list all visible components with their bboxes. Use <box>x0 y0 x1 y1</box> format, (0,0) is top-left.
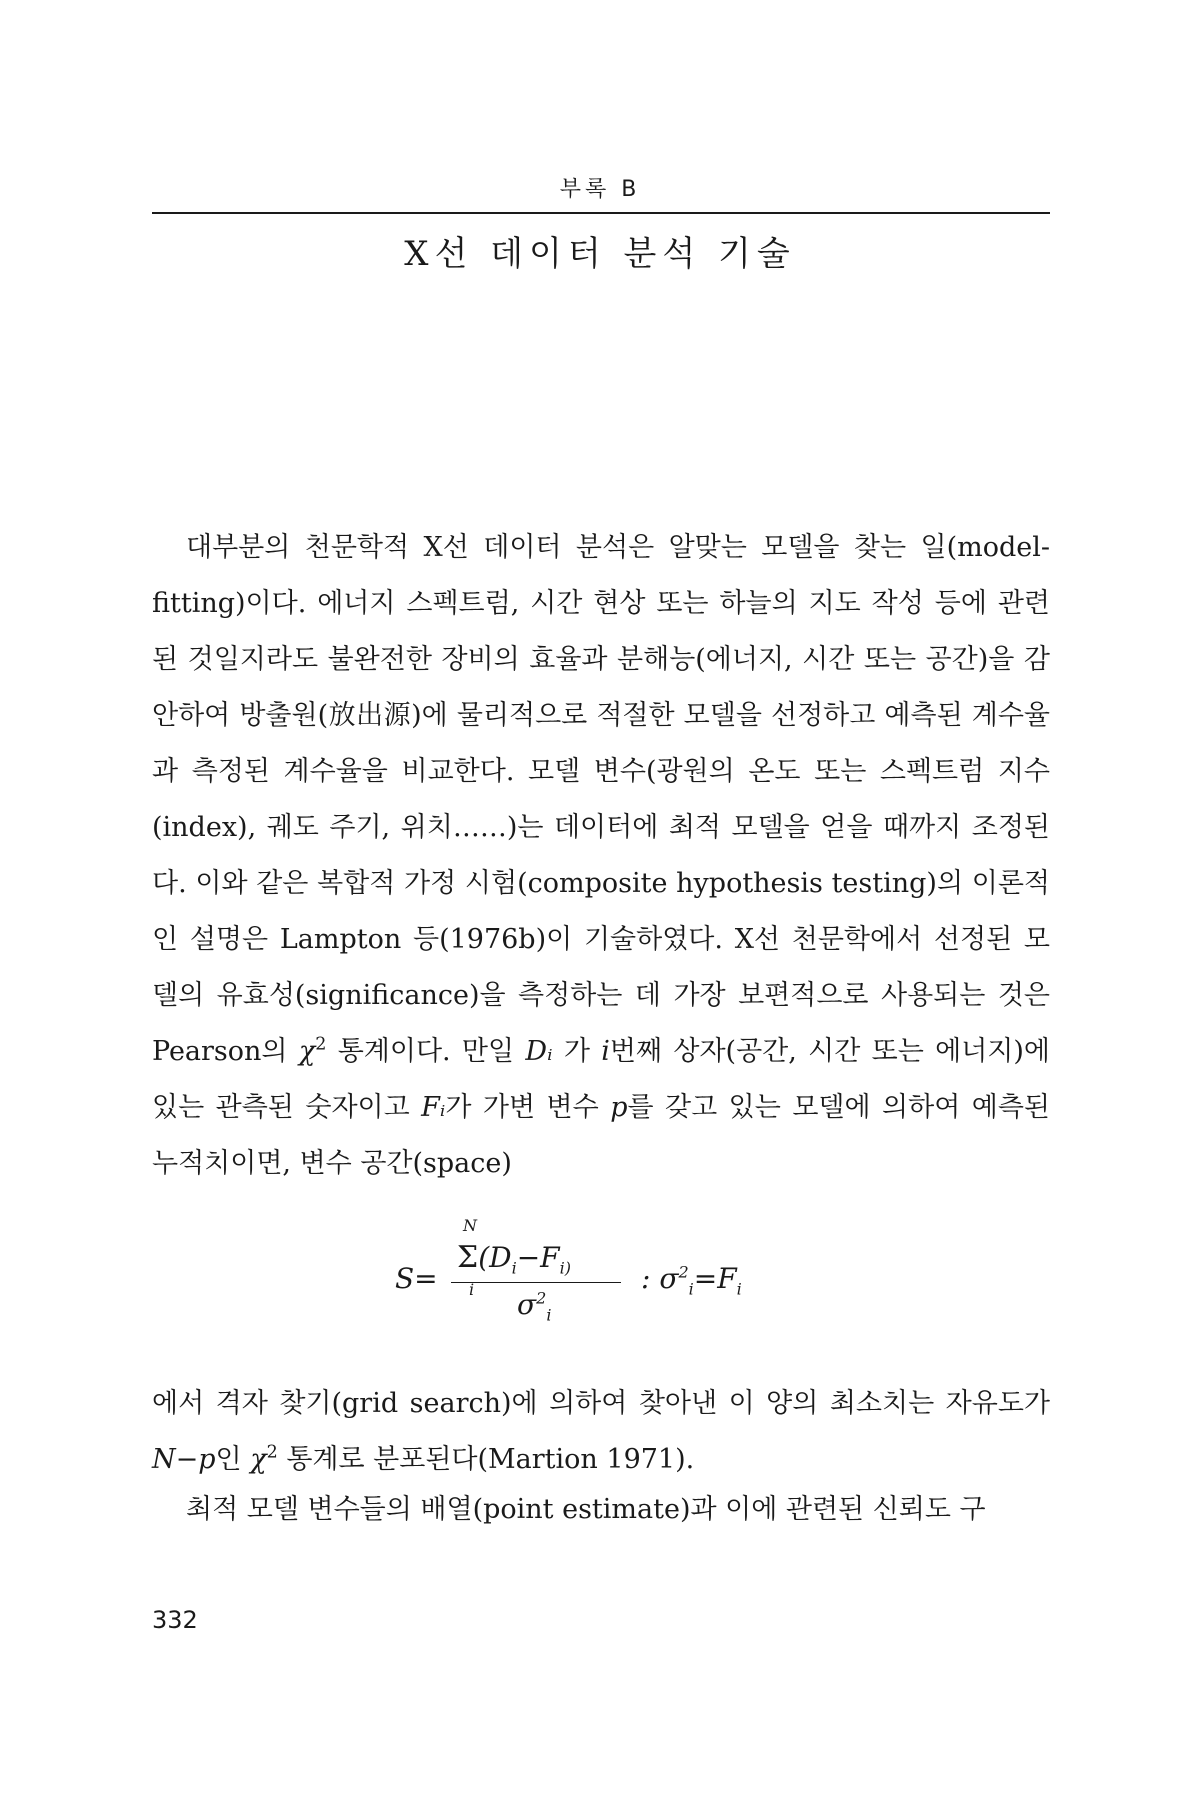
formula-denominator <box>517 1288 551 1325</box>
sum-upper-limit: N <box>463 1216 477 1235</box>
paragraph-2-text <box>152 1376 1050 1488</box>
chapter-title: X선 데이터 분석 기술 <box>404 234 796 274</box>
formula-lhs: S= <box>395 1262 438 1295</box>
num-part-a: (D <box>478 1241 512 1274</box>
chi-exponent-2: 2 <box>266 1442 278 1463</box>
p1-text-c: 가 <box>552 1036 602 1067</box>
den-sigma: σ <box>517 1288 537 1321</box>
summation-icon: Σ <box>457 1240 479 1275</box>
p1-text-a: 대부분의 천문학적 X선 데이터 분석은 알맞는 모델을 찾는 일(model-fitting)이다. 에너지 스펙트럼, 시간 현상 또는 하늘의 지도 작성 등에 관련된 것일지라도 불완전한 장비의 효율과 분해능(에너지, 시간 또는 공간)을 감안하여 방출원(放出源)에 물리적으로 적절한 모델을 선정하고 예측된 계수율과 측정된 계수율을 비교한다. 모델 변수(광원의 온도 또는 스펙트럼 지수(index), 궤도 주기, 위치……)는 데이터에 최적 모델을 얻을 때까지 조정된다. 이와 같은 복합적 가정 시험(composite hypothesis testing)의 이론적인 설명은 Lampton 등(1976b)이 기술하였다. X선 천문학에서 선정된 모델의 유효성(significance)을 측정하는 데 가장 보편적으로 사용되는 것은 Pearson의 <box>152 532 1050 1067</box>
chi-symbol: χ <box>298 1036 316 1067</box>
num-part-b: −F <box>516 1241 560 1274</box>
var-Fi: Fᵢ <box>421 1092 446 1123</box>
p2-text-b: 인 <box>215 1444 251 1475</box>
num-sub-a: i <box>511 1258 517 1278</box>
num-sub-b: i) <box>559 1258 571 1278</box>
var-N-p: N−p <box>152 1444 216 1475</box>
page-number: 332 <box>152 1606 198 1634</box>
p2-text-c: 통계로 분포된다(Martion 1971). <box>277 1444 695 1475</box>
formula-rhs <box>641 1262 742 1299</box>
rhs-eq: =F <box>693 1262 737 1295</box>
paragraph-1-text <box>152 520 1050 1192</box>
chi-exponent: 2 <box>315 1034 327 1055</box>
p1-text-d: 번째 상자(공간, 시간 또는 에너지)에 있는 관측된 숫자이고 <box>152 1036 1050 1123</box>
var-Di: Dᵢ <box>525 1036 553 1067</box>
formula-numerator <box>457 1240 571 1278</box>
rhs-sigma: : σ <box>641 1262 679 1295</box>
p1-text-f: 를 갖고 있는 모델에 의하여 예측된 누적치이면, 변수 공간(space) <box>152 1092 1050 1179</box>
den-sup: 2 <box>536 1288 547 1308</box>
den-sub: i <box>546 1305 552 1325</box>
rhs-sup: 2 <box>678 1262 689 1282</box>
paragraph-3-text: 최적 모델 변수들의 배열(point estimate)과 이에 관련된 신뢰도 구 <box>186 1494 986 1525</box>
chi-square-formula <box>395 1216 815 1342</box>
chi-symbol-2: χ <box>250 1444 267 1475</box>
var-i: i <box>601 1036 610 1067</box>
var-p: p <box>610 1092 628 1123</box>
paragraph-3 <box>152 1482 1050 1538</box>
paragraph-1 <box>152 520 1050 1192</box>
header-rule <box>152 212 1050 214</box>
paragraph-2 <box>152 1376 1050 1488</box>
rhs-sub: i <box>688 1279 694 1299</box>
p1-text-b: 통계이다. 만일 <box>326 1036 526 1067</box>
p1-text-e: 가 가변 변수 <box>445 1092 611 1123</box>
p2-text-a: 에서 격자 찾기(grid search)에 의하여 찾아낸 이 양의 최소치는 자유도가 <box>152 1388 1050 1419</box>
rhs-sub2: i <box>736 1279 742 1299</box>
appendix-label: 부록 B <box>559 177 641 202</box>
fraction-bar <box>451 1282 621 1283</box>
sum-lower-limit: i <box>469 1280 475 1299</box>
